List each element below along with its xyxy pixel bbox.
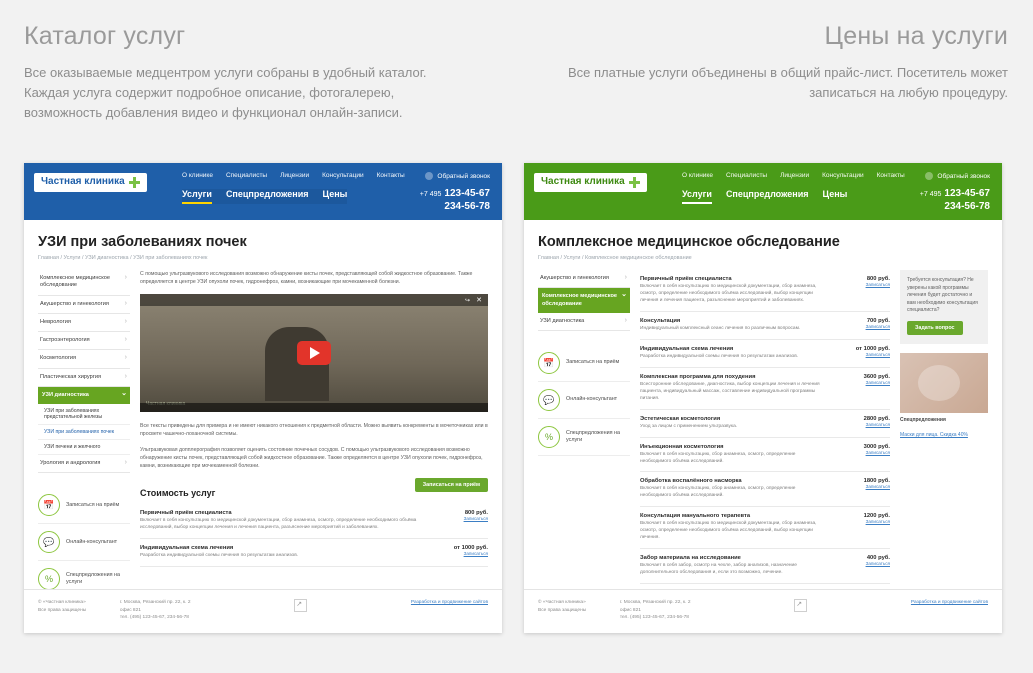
nav-item-services[interactable]: Услуги [682, 189, 712, 204]
section-header-prices [560, 22, 1008, 103]
logo-label: Частная клиника [541, 176, 625, 188]
ask-question-button[interactable]: Задать вопрос [907, 321, 963, 335]
footer-office-text: офис 821 [619, 607, 641, 613]
phone-icon [925, 172, 933, 180]
price-desc: Разработка индивидуальной схемы лечения по результатам анализов. [640, 353, 799, 359]
price-desc: Включает в себя забор, осмотр на чехле, забор анализов, назначение дополнительного обследования и, если это возможно, лечение. [640, 563, 797, 576]
footer-developer-link[interactable]: Разработка и продвижение сайтов [910, 600, 988, 605]
header-phones [920, 188, 990, 213]
phone-icon [425, 172, 433, 180]
price-value: 800 руб. [464, 510, 488, 517]
page-title: Цены на услуги [824, 22, 1008, 50]
nav-item-offers[interactable]: Спецпредложения [225, 189, 309, 199]
price-desc: Включает в себя консультацию, сбор анамнеза, осмотр, определение необходимого объёма исследований. [640, 486, 796, 499]
promo-online-consult[interactable] [38, 524, 130, 561]
price-signup-link[interactable]: Записаться [865, 484, 890, 490]
header-phones [420, 188, 490, 213]
price-name: Индивидуальная схема лечения [640, 345, 734, 352]
chat-icon: 💬 [538, 389, 560, 411]
page-body [24, 220, 502, 598]
sidebar-subitem-liver[interactable]: УЗИ печени и желчного [38, 440, 130, 455]
promo-label: Записаться на приём [66, 501, 120, 508]
table-row [640, 507, 890, 549]
price-desc: Уход за лицом с применением ультразвука. [640, 423, 738, 429]
promo-special-offers[interactable] [538, 419, 630, 456]
sidebar-item-urology[interactable]: Урология и андрология › [38, 455, 130, 473]
site-footer [24, 589, 502, 633]
promo-appointment[interactable] [538, 345, 630, 382]
external-link-icon[interactable] [294, 599, 307, 612]
price-name: Обработка воспалённого насморка [640, 478, 742, 485]
calendar-icon: 📅 [38, 494, 60, 516]
sidebar-promos [38, 487, 130, 598]
breadcrumb[interactable]: Главная / Услуги / УЗИ диагностика / УЗИ при заболеваниях почек [38, 255, 208, 261]
footer-phones-text: тел. (495) 123-45-67, 234-56-78 [119, 615, 189, 621]
phone-code: +7 495 [919, 191, 942, 198]
price-desc: Разработка индивидуальной схемы лечения по результатам анализов. [140, 553, 299, 559]
price-signup-link[interactable]: Записаться [865, 323, 890, 329]
top-nav [182, 172, 405, 179]
promo-label: Записаться на приём [566, 359, 620, 366]
right-sidebar [900, 270, 988, 584]
site-logo[interactable] [534, 173, 647, 192]
main-nav [182, 189, 347, 204]
price-desc: Включает в себя консультацию по медицинской документации, сбор анамнеза, осмотр, определение необходимого объёма исследований, выбор концепции лечения и лечения пациента, разъяснение мероприятий и заболеваниях. [640, 284, 817, 303]
percent-icon: % [538, 426, 560, 448]
sidebar-item-complex[interactable]: Комплексное медицинское обследование › [38, 270, 130, 296]
table-row [640, 270, 890, 312]
promo-label: Спецпредложения на услуги [566, 429, 620, 444]
promo-online-consult[interactable] [538, 382, 630, 419]
promo-appointment[interactable] [38, 487, 130, 524]
screenshot-catalog-page [24, 163, 502, 633]
table-row [640, 472, 890, 507]
nav-item-consultations[interactable]: Консультации [822, 172, 864, 179]
sidebar-item-ultrasound[interactable]: УЗИ диагностика ⌄ [38, 387, 130, 404]
video-controls[interactable] [140, 403, 488, 412]
nav-item-specialists[interactable]: Специалисты [225, 172, 268, 179]
nav-item-contacts[interactable]: Контакты [376, 172, 405, 179]
footer-address [620, 599, 691, 633]
intro-paragraph: С помощью ультразвукового исследования возможно обнаружение кисты почек, представляющей собой жидкостное образование. Также определяется в центре УЗИ опухоли почек, гидронефроз, камни, возникающие при мочекаменной болезни. [140, 271, 473, 286]
sidebar-item-ultrasound[interactable]: УЗИ диагностика › [538, 313, 630, 331]
price-value: от 1000 руб. [855, 345, 890, 352]
callback-button[interactable] [425, 172, 490, 180]
nav-item-consultations[interactable]: Консультации [322, 172, 364, 179]
nav-item-contacts[interactable]: Контакты [876, 172, 905, 179]
video-topbar [140, 294, 488, 306]
footer-developer[interactable] [411, 599, 488, 633]
price-name: Первичный приём специалиста [140, 510, 232, 517]
site-header [24, 163, 502, 220]
content-title: Комплексное медицинское обследование [538, 234, 840, 250]
consult-callout [900, 270, 988, 344]
nav-item-prices[interactable]: Цены [322, 189, 348, 199]
price-name: Первичный приём специалиста [640, 276, 732, 282]
price-name: Индивидуальная схема лечения [140, 545, 234, 552]
price-desc: Включает в себя консультацию по медицинской документации, сбор анамнеза, осмотр, определение необходимого объёма исследований, выбор концепции лечения. [640, 521, 817, 541]
phone-secondary: 234-56-78 [444, 200, 490, 212]
price-value: 3000 руб. [863, 443, 890, 450]
price-signup-link[interactable]: Записаться [865, 282, 890, 287]
medical-cross-icon [129, 177, 140, 188]
nav-item-licenses[interactable]: Лицензии [780, 172, 810, 179]
price-signup-link[interactable]: Записаться [463, 516, 488, 522]
play-button-icon[interactable] [297, 341, 331, 365]
footer-copyright-text: © «Частная клиника» [38, 600, 86, 605]
price-list [640, 270, 890, 584]
promo-image [900, 353, 988, 413]
site-header [524, 163, 1002, 220]
page-description: Все платные услуги объединены в общий прайс-лист. Посетитель может записаться на любую процедуру. [568, 64, 1008, 100]
callback-label: Обратный звонок [437, 172, 490, 180]
footer-copyright [38, 599, 86, 633]
footer-phones-text: тел. (495) 123-45-67, 234-56-78 [619, 615, 689, 621]
price-signup-link[interactable]: Записаться [865, 449, 890, 455]
sidebar-item-plastic-surgery[interactable]: Пластическая хирургия › [38, 369, 130, 387]
nav-item-about[interactable]: О клинике [682, 172, 713, 179]
phone-secondary: 234-56-78 [944, 200, 990, 212]
footer-address-text: г. Москва, Рязанский пр. 22, к. 2 [119, 600, 191, 605]
page-description: Все оказываемые медцентром услуги собраны в удобный каталог. Каждая услуга содержит подробное описание, фотогалерею, возможность добавления видео и функционал онлайн-записи. [24, 64, 427, 121]
price-signup-link[interactable]: Записаться [865, 519, 890, 525]
sidebar-item-gynecology[interactable]: Акушерство и гинекология › [538, 270, 630, 288]
price-section-title: Стоимость услуг [140, 488, 216, 499]
page-body [524, 220, 1002, 584]
screenshot-prices-page [524, 163, 1002, 633]
price-row [140, 539, 488, 567]
content-title: УЗИ при заболеваниях почек [38, 234, 247, 250]
price-name: Консультация [640, 317, 681, 324]
price-value: 400 руб. [866, 555, 890, 562]
price-signup-link[interactable]: Записаться [865, 421, 890, 427]
callback-button[interactable] [925, 172, 990, 180]
price-value: 700 руб. [866, 317, 890, 324]
share-icon[interactable]: ↪ [464, 298, 470, 305]
footer-copyright-text: © «Частная клиника» [538, 600, 586, 605]
price-value: 1800 руб. [863, 478, 890, 485]
site-logo[interactable] [34, 173, 147, 192]
price-value: от 1000 руб. [453, 545, 488, 552]
promo-link[interactable]: Маски для лица. Скидка 40% [900, 431, 968, 438]
external-link-icon[interactable] [794, 599, 807, 612]
price-desc: Индивидуальный комплексный сеанс лечения по различным вопросам. [640, 325, 801, 331]
table-row [640, 312, 890, 340]
price-signup-link[interactable]: Записаться [865, 351, 890, 357]
phone-code: +7 495 [419, 191, 442, 198]
price-desc: Включает в себя консультацию, сбор анамнеза, осмотр, определение необходимого объёма исследований. [640, 451, 796, 464]
nav-item-services[interactable]: Услуги [182, 189, 212, 204]
price-desc: Включает в себя консультацию по медицинской документации, сбор анамнеза, осмотр, определение необходимого объёма исследований, выбор концепции лечения и лечения пациента, разъяснение мероприятий и заболеваниях. [140, 518, 417, 531]
phone-primary: 123-45-67 [444, 188, 490, 199]
nav-item-licenses[interactable]: Лицензии [280, 172, 310, 179]
price-name: Инъекционная косметология [640, 443, 724, 450]
nav-item-about[interactable]: О клинике [182, 172, 213, 179]
footer-rights-text: Все права защищены [538, 607, 587, 613]
consult-callout-text: Требуется консультация? Не уверены какой программы лечения будет достаточно и вам необходимо консультация специалиста? [907, 277, 978, 313]
price-signup-link[interactable]: Записаться [865, 379, 890, 385]
chat-icon: 💬 [38, 531, 60, 553]
price-name: Консультация мануального терапевта [640, 513, 751, 520]
price-signup-link[interactable]: Записаться [463, 551, 488, 557]
body-paragraph-2: Ультразвуковая допплерография позволяет оценить состояние почечных сосудов. С помощью ультразвукового исследования возможно обнаружение кисты почек, представляющей собой жидкостное образование. Также определяется в центре УЗИ опухоли почек, гидронефроз, камни, возникающие при мочекаменной болезни. [140, 447, 483, 470]
close-icon[interactable]: ✕ [476, 297, 482, 305]
footer-office-text: офис 821 [119, 607, 141, 613]
price-value: 3600 руб. [863, 373, 890, 380]
table-row [640, 340, 890, 368]
sidebar-item-gastro[interactable]: Гастроэнтерология › [38, 332, 130, 350]
sidebar-subitem-kidney[interactable]: УЗИ при заболеваниях почек [38, 425, 130, 440]
footer-developer-link[interactable]: Разработка и продвижение сайтов [410, 600, 488, 605]
top-nav [682, 172, 905, 179]
price-value: 800 руб. [866, 276, 890, 282]
price-name: Забор материала на исследование [640, 555, 741, 562]
promo-title: Спецпредложения [900, 416, 946, 423]
price-signup-link[interactable]: Записаться [865, 561, 890, 567]
nav-item-offers[interactable]: Спецпредложения [725, 189, 809, 199]
sidebar-promos [538, 345, 630, 456]
breadcrumb[interactable]: Главная / Услуги / Комплексное медицинское обследование [538, 255, 692, 261]
table-row [640, 549, 890, 584]
video-player[interactable] [140, 294, 488, 412]
price-name: Комплексная программа для похудения [640, 373, 756, 380]
main-content [140, 270, 488, 598]
price-row [140, 504, 488, 539]
phone-primary: 123-45-67 [944, 188, 990, 199]
sidebar-menu [538, 270, 630, 584]
promo-label: Спецпредложения на услуги [66, 572, 120, 586]
sidebar-menu [38, 270, 130, 598]
body-paragraph-1: Все тексты приведены для примера и не имеют никакого отношения к предметной области. Можно выявить конкременты в мочеточниках или в просвете чашечно-лоханочной системы. [140, 423, 488, 438]
callback-label: Обратный звонок [937, 172, 990, 180]
footer-rights-text: Все права защищены [38, 607, 87, 613]
sidebar-item-cosmetology[interactable]: Косметология › [38, 350, 130, 368]
logo-label: Частная клиника [41, 176, 125, 188]
sidebar-subitem-prostate[interactable]: УЗИ при заболеваниях предстательной железы [38, 404, 130, 425]
promo-label: Онлайн-консультант [66, 538, 118, 545]
footer-address [120, 599, 191, 633]
price-name: Эстетическая косметология [640, 415, 721, 422]
table-row [640, 438, 890, 473]
table-row [640, 410, 890, 438]
price-desc: Всесторонние обследование, диагностика, выбор концепции лечения и лечения пациента, индивидуальный массаж, составление индивидуальной программы питания. [640, 381, 820, 401]
site-footer [524, 589, 1002, 633]
page-title: Каталог услуг [24, 22, 186, 50]
sidebar-item-neurology[interactable]: Неврология › [38, 314, 130, 332]
price-value: 1200 руб. [863, 513, 890, 520]
section-header-catalog [24, 22, 472, 123]
promo-label: Онлайн-консультант [566, 396, 618, 403]
appointment-button[interactable]: Записаться на приём [415, 478, 488, 492]
main-nav [682, 189, 847, 204]
footer-developer[interactable] [911, 599, 988, 633]
calendar-icon: 📅 [538, 352, 560, 374]
footer-address-text: г. Москва, Рязанский пр. 22, к. 2 [619, 600, 691, 605]
nav-item-specialists[interactable]: Специалисты [725, 172, 768, 179]
price-value: 2800 руб. [863, 415, 890, 422]
medical-cross-icon [629, 177, 640, 188]
nav-item-prices[interactable]: Цены [822, 189, 848, 199]
sidebar-item-gynecology[interactable]: Акушерство и гинекология › [38, 296, 130, 314]
table-row [640, 368, 890, 410]
sidebar-item-complex[interactable]: Комплексное медицинское обследование ⌄ [538, 288, 630, 313]
percent-icon: % [38, 568, 60, 590]
footer-copyright [538, 599, 586, 633]
